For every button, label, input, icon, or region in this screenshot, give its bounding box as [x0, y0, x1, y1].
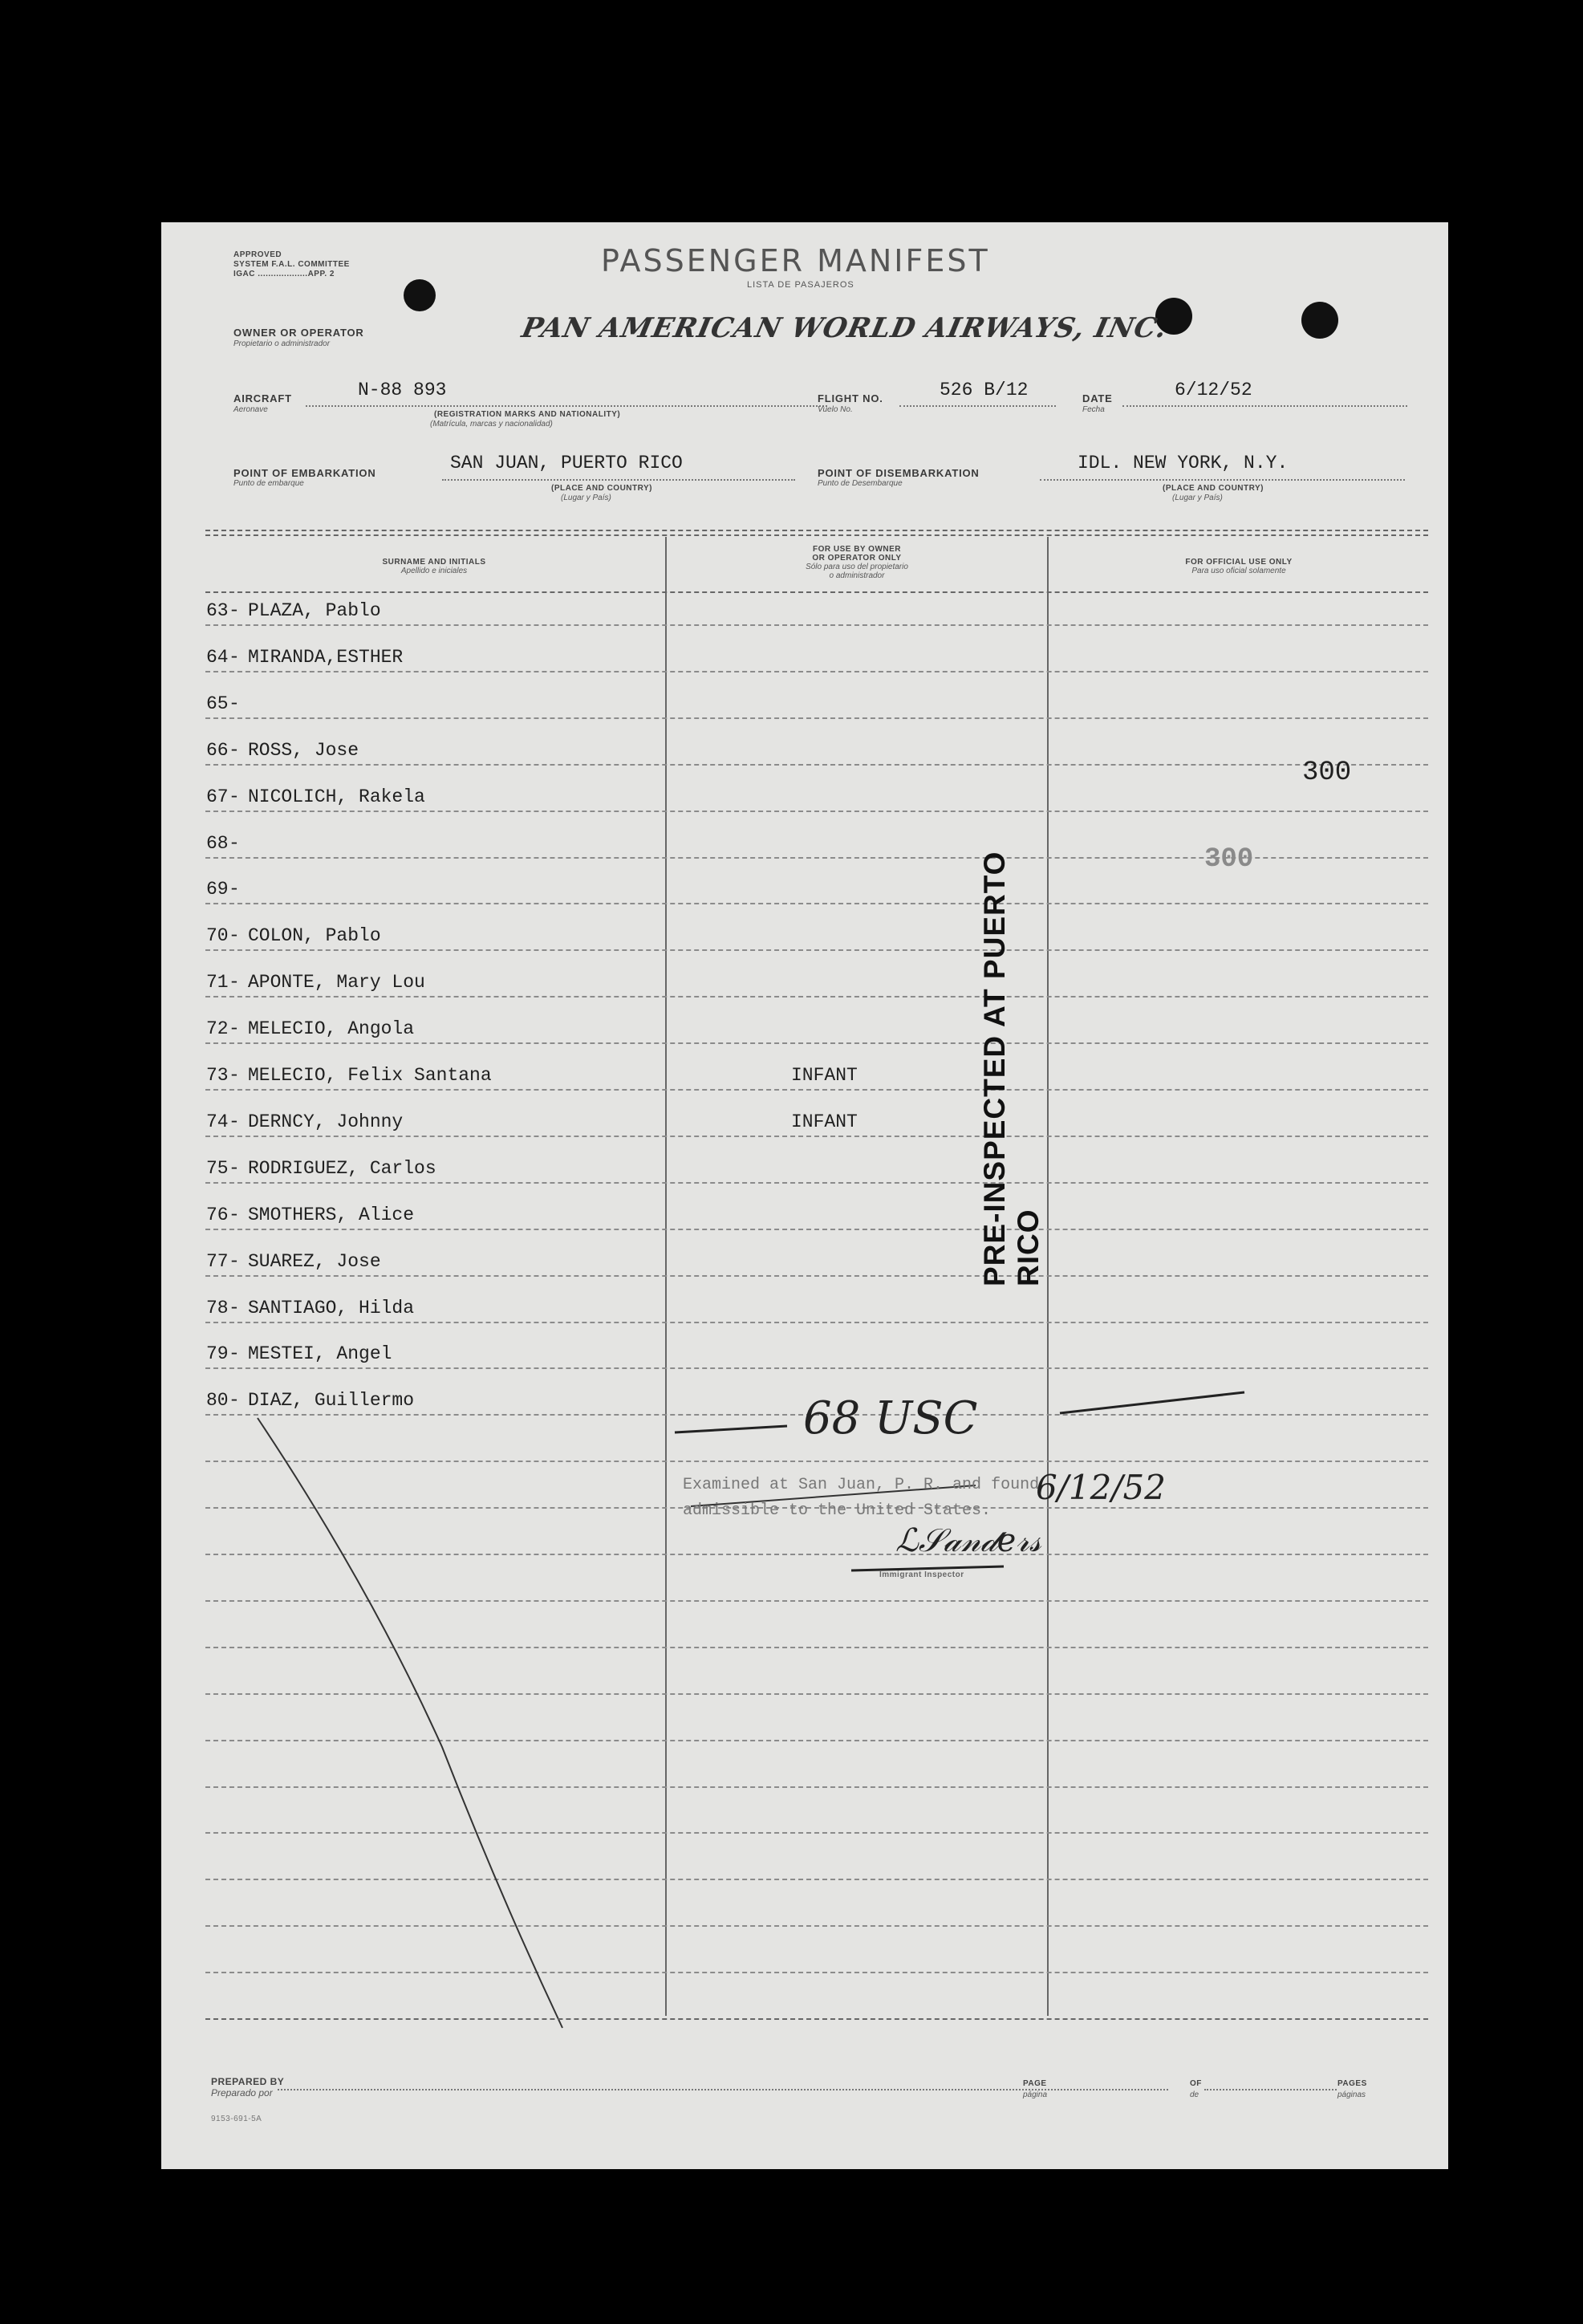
row-number: 63	[206, 600, 229, 621]
row-number: 74	[206, 1111, 229, 1132]
pages-label-es: páginas	[1337, 2090, 1366, 2099]
official-mark: 300	[1302, 758, 1352, 788]
embarkation-place-label-es: (Lugar y País)	[561, 494, 611, 502]
row-number: 65	[206, 693, 229, 714]
registration-label: (REGISTRATION MARKS AND NATIONALITY)	[434, 410, 621, 419]
column-header-operator-label-2: OR OPERATOR ONLY	[812, 554, 902, 563]
passenger-name: RODRIGUEZ, Carlos	[248, 1158, 436, 1179]
flight-label: FLIGHT NO.	[818, 392, 883, 404]
passenger-name: COLON, Pablo	[248, 925, 381, 946]
passenger-name: MIRANDA,ESTHER	[248, 647, 404, 668]
row-number: 77	[206, 1251, 229, 1272]
date-label-es: Fecha	[1082, 405, 1105, 414]
exam-date: 6/12/52	[1036, 1468, 1166, 1507]
date-value: 6/12/52	[1175, 380, 1252, 400]
row-dash: -	[229, 1111, 240, 1132]
row-dash: -	[229, 600, 240, 621]
passenger-name: MELECIO, Angola	[248, 1018, 415, 1039]
handwritten-total: 68 USC	[803, 1392, 978, 1444]
row-number: 70	[206, 925, 229, 946]
row-number: 67	[206, 786, 229, 807]
page-label: PAGE	[1023, 2079, 1047, 2088]
disembarkation-value: IDL. NEW YORK, N.Y.	[1078, 453, 1289, 473]
row-dash: -	[229, 1343, 240, 1364]
passenger-name: PLAZA, Pablo	[248, 600, 381, 621]
embarkation-label-es: Punto de embarque	[233, 479, 304, 488]
passenger-name: SUAREZ, Jose	[248, 1251, 381, 1272]
owner-label-es: Propietario o administrador	[233, 339, 331, 348]
passenger-name: DERNCY, Johnny	[248, 1111, 404, 1132]
row-dash: -	[229, 1298, 240, 1318]
row-number: 79	[206, 1343, 229, 1364]
row-dash: -	[229, 1158, 240, 1179]
passenger-name: ROSS, Jose	[248, 740, 359, 761]
column-header-official-label-es: Para uso oficial solamente	[1191, 567, 1286, 575]
row-number: 66	[206, 740, 229, 761]
passenger-name: NICOLICH, Rakela	[248, 786, 425, 807]
row-number: 78	[206, 1298, 229, 1318]
row-number: 71	[206, 972, 229, 993]
passenger-name: SMOTHERS, Alice	[248, 1205, 415, 1225]
official-mark-faded: 300	[1204, 844, 1254, 875]
exam-inspector-label: Immigrant Inspector	[879, 1570, 964, 1579]
flight-value: 526 B/12	[940, 380, 1029, 400]
aircraft-value: N-88 893	[358, 380, 447, 400]
column-header-official-label: FOR OFFICIAL USE ONLY	[1185, 558, 1293, 567]
column-header-names-label-es: Apellido e iniciales	[400, 567, 468, 575]
row-dash: -	[229, 833, 240, 854]
row-number: 68	[206, 833, 229, 854]
row-dash: -	[229, 786, 240, 807]
row-number: 75	[206, 1158, 229, 1179]
row-number: 80	[206, 1390, 229, 1411]
row-dash: -	[229, 740, 240, 761]
disembarkation-place-label-es: (Lugar y País)	[1172, 494, 1223, 502]
passenger-name: APONTE, Mary Lou	[248, 972, 425, 993]
airline-name: PAN AMERICAN WORLD AIRWAYS, INC.	[518, 312, 1171, 344]
row-number: 73	[206, 1065, 229, 1086]
approval-line-3: IGAC ...................APP. 2	[233, 270, 335, 278]
prepared-by-label: PREPARED BY	[211, 2076, 285, 2087]
inspector-signature: ℒ𝒮𝒶𝓃𝒹𝑒𝓇𝓈	[895, 1522, 1041, 1559]
embarkation-label: POINT OF EMBARKATION	[233, 467, 376, 479]
column-header-operator-label-es-1: Sólo para uso del propietario	[806, 563, 908, 571]
row-dash: -	[229, 1018, 240, 1039]
handwritten-marks	[161, 222, 1448, 2169]
embarkation-place-label: (PLACE AND COUNTRY)	[551, 484, 652, 493]
row-dash: -	[229, 1065, 240, 1086]
row-dash: -	[229, 647, 240, 668]
row-dash: -	[229, 879, 240, 900]
exam-line-2: admissible to the United States.	[683, 1501, 992, 1520]
row-dash: -	[229, 1251, 240, 1272]
of-underline	[1204, 2089, 1337, 2090]
row-dash: -	[229, 925, 240, 946]
operator-note: INFANT	[791, 1065, 858, 1086]
of-label: OF	[1190, 2079, 1202, 2088]
flight-label-es: Vuelo No.	[818, 405, 853, 414]
pre-inspection-stamp: PRE-INSPECTED AT PUERTO RICO	[978, 851, 1045, 1286]
row-dash: -	[229, 972, 240, 993]
passenger-name: DIAZ, Guillermo	[248, 1390, 415, 1411]
date-label: DATE	[1082, 392, 1113, 404]
aircraft-label: AIRCRAFT	[233, 392, 292, 404]
passenger-name: MESTEI, Angel	[248, 1343, 392, 1364]
row-number: 64	[206, 647, 229, 668]
exam-line-1: Examined at San Juan, P. R. and found	[683, 1476, 1040, 1494]
page-title: PASSENGER MANIFEST	[601, 243, 990, 278]
embarkation-value: SAN JUAN, PUERTO RICO	[450, 453, 683, 473]
row-dash: -	[229, 1205, 240, 1225]
page-label-es: página	[1023, 2090, 1048, 2099]
row-number: 76	[206, 1205, 229, 1225]
row-dash: -	[229, 693, 240, 714]
manifest-page	[161, 222, 1448, 2169]
form-number: 9153-691-5A	[211, 2115, 262, 2123]
passenger-name: SANTIAGO, Hilda	[248, 1298, 415, 1318]
row-number: 69	[206, 879, 229, 900]
registration-label-es: (Matrícula, marcas y nacionalidad)	[430, 420, 553, 429]
column-header-names-label: SURNAME AND INITIALS	[382, 558, 486, 567]
passenger-name: MELECIO, Felix Santana	[248, 1065, 492, 1086]
column-header-operator-label-1: FOR USE BY OWNER	[812, 545, 902, 554]
pages-label: PAGES	[1337, 2079, 1367, 2088]
operator-note: INFANT	[791, 1111, 858, 1132]
column-header-operator-label-es-2: o administrador	[829, 571, 885, 580]
disembarkation-place-label: (PLACE AND COUNTRY)	[1163, 484, 1264, 493]
of-label-es: de	[1190, 2090, 1199, 2099]
disembarkation-label-es: Punto de Desembarque	[818, 479, 903, 488]
owner-label: OWNER OR OPERATOR	[233, 327, 364, 339]
page-subtitle: LISTA DE PASAJEROS	[747, 280, 854, 290]
table-bottom-rule	[205, 2018, 1428, 2020]
disembarkation-label: POINT OF DISEMBARKATION	[818, 467, 980, 479]
aircraft-label-es: Aeronave	[233, 405, 268, 414]
row-dash: -	[229, 1390, 240, 1411]
approval-line-2: SYSTEM F.A.L. COMMITTEE	[233, 260, 350, 269]
prepared-by-label-es: Preparado por	[211, 2087, 273, 2099]
row-number: 72	[206, 1018, 229, 1039]
approval-line-1: APPROVED	[233, 250, 282, 259]
